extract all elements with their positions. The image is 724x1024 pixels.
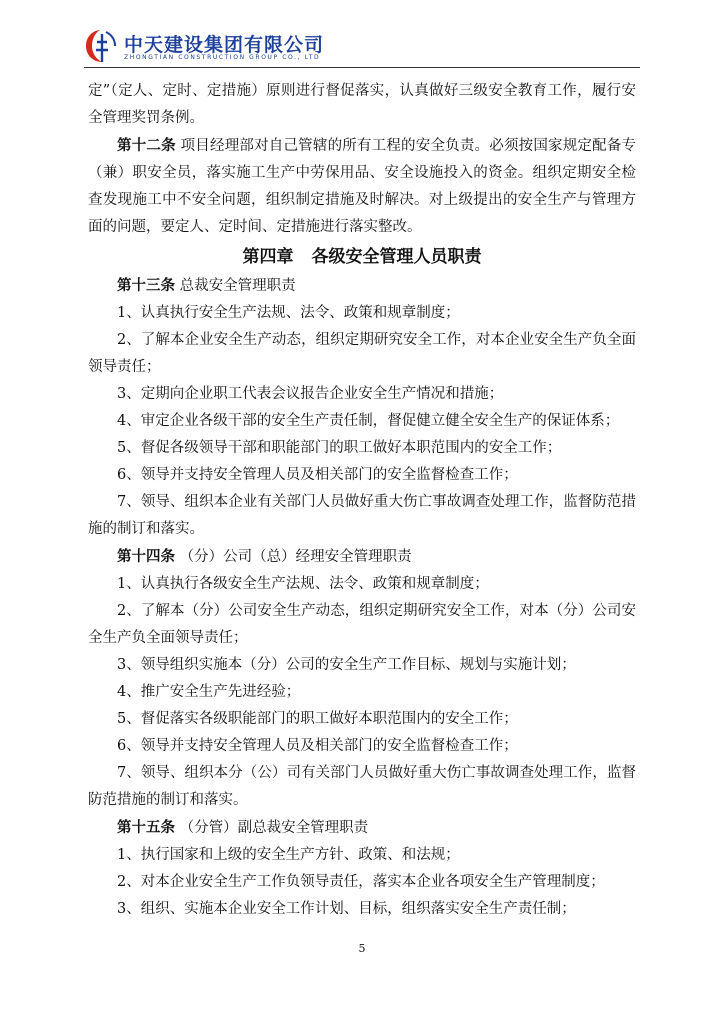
list-item: 6、领导并支持安全管理人员及相关部门的安全监督检查工作； xyxy=(117,738,518,754)
article-14-title: 第十四条 xyxy=(117,548,175,565)
list-item: 2、对本企业安全生产工作负领导责任，落实本企业各项安全生产管理制度； xyxy=(117,874,605,890)
article-12-text: 项目经理部对自己管辖的所有工程的安全负责。必须按国家规定配备专（兼）职安全员，落实施工生产中劳保用品、安全设施投入的资金。组织定期安全检查发现施工中不安全问题，组织制定措施及时解决。对上级提出的安全生产与管理方面的问题，要定人、定时间、定措施进行落实整改。 xyxy=(88,138,637,235)
list-item: 2、了解本企业安全生产动态，组织定期研究安全工作，对本企业安全生产负全面领导责任； xyxy=(88,332,636,375)
list-item: 5、督促各级领导干部和职能部门的职工做好本职范围内的安全工作； xyxy=(117,440,562,456)
list-item: 4、审定企业各级干部的安全生产责任制，督促健立健全安全生产的保证体系； xyxy=(117,413,620,429)
page-number: 5 xyxy=(358,942,366,955)
list-item: 3、定期向企业职工代表会议报告企业安全生产情况和措施； xyxy=(117,386,504,402)
article-13 xyxy=(88,272,636,300)
header-divider xyxy=(84,67,640,68)
document-body xyxy=(88,78,636,923)
article-15-title: 第十五条 xyxy=(117,819,175,836)
article-14 xyxy=(88,543,636,571)
list-item: 1、执行国家和上级的安全生产方针、政策、和法规； xyxy=(117,847,460,863)
article-13-title: 第十三条 xyxy=(117,277,175,294)
page-header xyxy=(84,28,644,68)
list-item: 1、认真执行安全生产法规、法令、政策和规章制度； xyxy=(117,305,460,321)
list-item: 1、认真执行各级安全生产法规、法令、政策和规章制度； xyxy=(117,576,489,592)
company-name-en: ZHONGTIAN CONSTRUCTION GROUP CO., LTD xyxy=(124,54,321,61)
chapter-title: 各级安全管理人员职责 xyxy=(311,247,482,267)
chapter-heading xyxy=(88,244,636,270)
list-item: 2、了解本（分）公司安全生产动态，组织定期研究安全工作，对本（分）公司安全生产负全面领导责任； xyxy=(88,603,636,646)
chapter-number: 第四章 xyxy=(242,247,294,267)
article-12 xyxy=(88,132,636,241)
article-12-title: 第十二条 xyxy=(117,137,176,154)
company-name-cn: 中天建设集团有限公司 xyxy=(124,34,325,56)
list-item: 4、推广安全生产先进经验； xyxy=(117,684,301,700)
company-logo-icon xyxy=(84,28,116,64)
list-item: 7、领导、组织本企业有关部门人员做好重大伤亡事故调查处理工作，监督防范措施的制订和落实。 xyxy=(88,494,636,537)
list-item: 6、领导并支持安全管理人员及相关部门的安全监督检查工作； xyxy=(117,467,518,483)
paragraph-continuation: 定”（定人、定时、定措施）原则进行督促落实，认真做好三级安全教育工作，履行安全管理奖罚条例。 xyxy=(88,83,636,126)
article-15 xyxy=(88,814,636,842)
list-item: 7、领导、组织本分（公）司有关部门人员做好重大伤亡事故调查处理工作，监督防范措施的制订和落实。 xyxy=(88,765,636,808)
article-14-text: （分）公司（总）经理安全管理职责 xyxy=(179,549,412,565)
article-15-text: （分管）副总裁安全管理职责 xyxy=(179,820,369,836)
list-item: 5、督促落实各级职能部门的职工做好本职范围内的安全工作； xyxy=(117,711,518,727)
list-item: 3、领导组织实施本（分）公司的安全生产工作目标、规划与实施计划； xyxy=(117,657,576,673)
list-item: 3、组织、实施本企业安全工作计划、目标，组织落实安全生产责任制； xyxy=(117,901,576,917)
article-13-text: 总裁安全管理职责 xyxy=(179,278,296,294)
